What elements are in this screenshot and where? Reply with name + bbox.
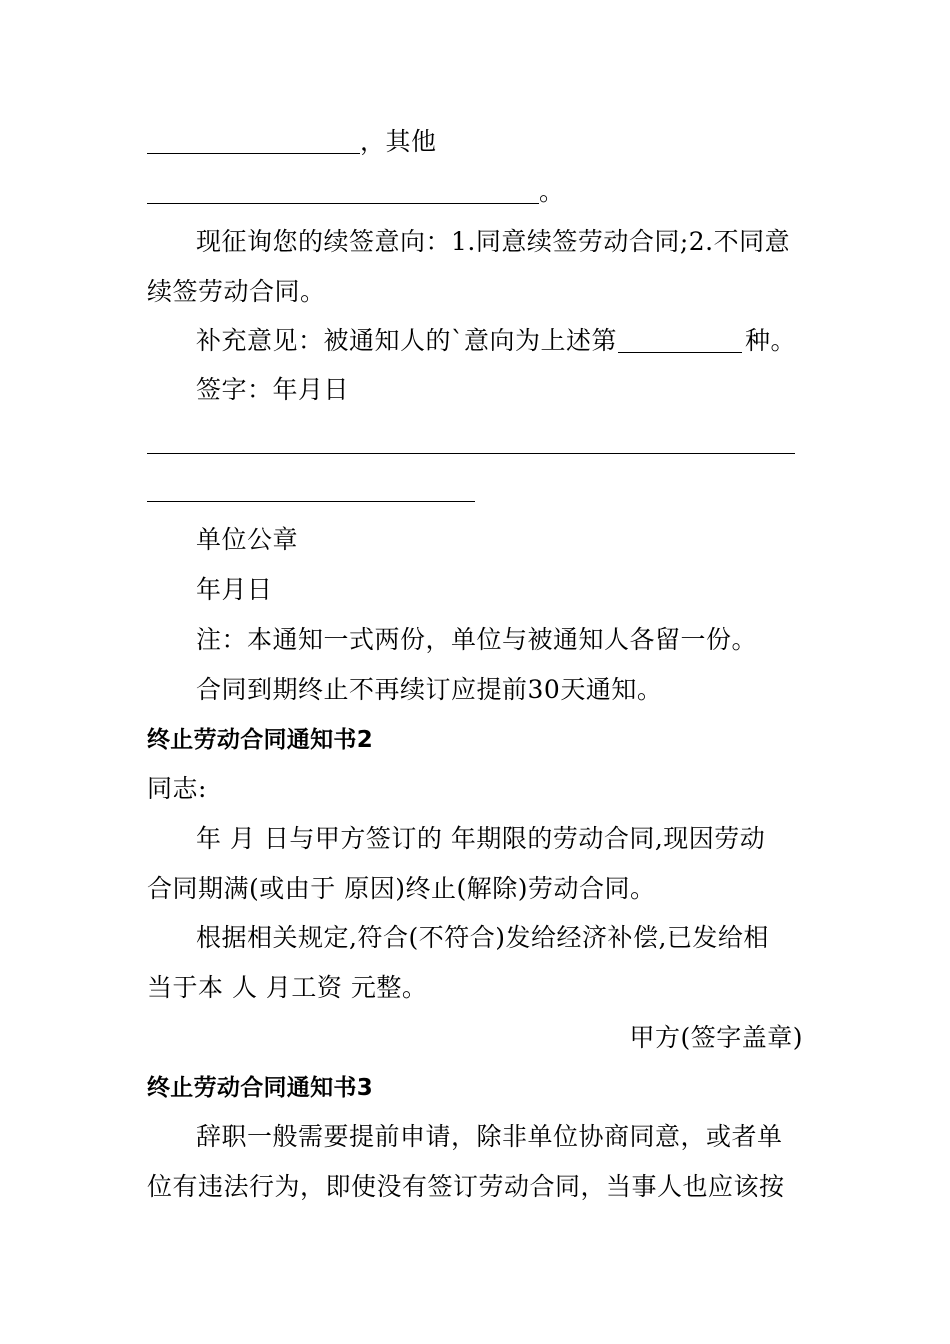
period-mark: 。 bbox=[539, 177, 565, 206]
section3-para1-line1: 辞职一般需要提前申请，除非单位协商同意，或者单 bbox=[196, 1122, 783, 1151]
section2-para1-line2: 合同期满(或由于 原因)终止(解除)劳动合同。 bbox=[147, 874, 656, 903]
section2-para1-line1: 年 月 日与甲方签订的 年期限的劳动合同,现因劳动 bbox=[196, 824, 766, 853]
renewal-intent-line2: 续签劳动合同。 bbox=[147, 277, 326, 306]
date-line: 年月日 bbox=[196, 575, 273, 604]
supplement-suffix: 种。 bbox=[745, 326, 797, 355]
note-line: 注：本通知一式两份，单位与被通知人各留一份。 bbox=[196, 625, 758, 654]
renewal-intent-line1: 现征询您的续签意向：1.同意续签劳动合同;2.不同意 bbox=[196, 227, 791, 256]
blank-underline bbox=[147, 501, 475, 502]
advance-notice-line: 合同到期终止不再续订应提前30天通知。 bbox=[196, 675, 663, 704]
blank-underline bbox=[147, 203, 539, 204]
supplement-prefix: 补充意见：被通知人的`意向为上述第 bbox=[196, 326, 618, 355]
blank-underline bbox=[618, 352, 742, 353]
salutation: 同志: bbox=[147, 774, 207, 803]
other-label: ，其他 bbox=[360, 127, 437, 156]
party-a-signature: 甲方(签字盖章) bbox=[629, 1023, 803, 1052]
section3-para1-line2: 位有违法行为，即使没有签订劳动合同，当事人也应该按 bbox=[147, 1172, 785, 1201]
signature-line: 签字：年月日 bbox=[196, 375, 350, 404]
section2-para2-line2: 当于本 人 月工资 元整。 bbox=[147, 973, 428, 1002]
blank-underline bbox=[147, 153, 360, 154]
section2-para2-line1: 根据相关规定,符合(不符合)发给经济补偿,已发给相 bbox=[196, 923, 769, 952]
section-title: 终止劳动合同通知书3 bbox=[147, 1075, 374, 1101]
section-title: 终止劳动合同通知书2 bbox=[147, 727, 374, 753]
blank-underline bbox=[147, 453, 795, 454]
unit-seal: 单位公章 bbox=[196, 525, 299, 554]
